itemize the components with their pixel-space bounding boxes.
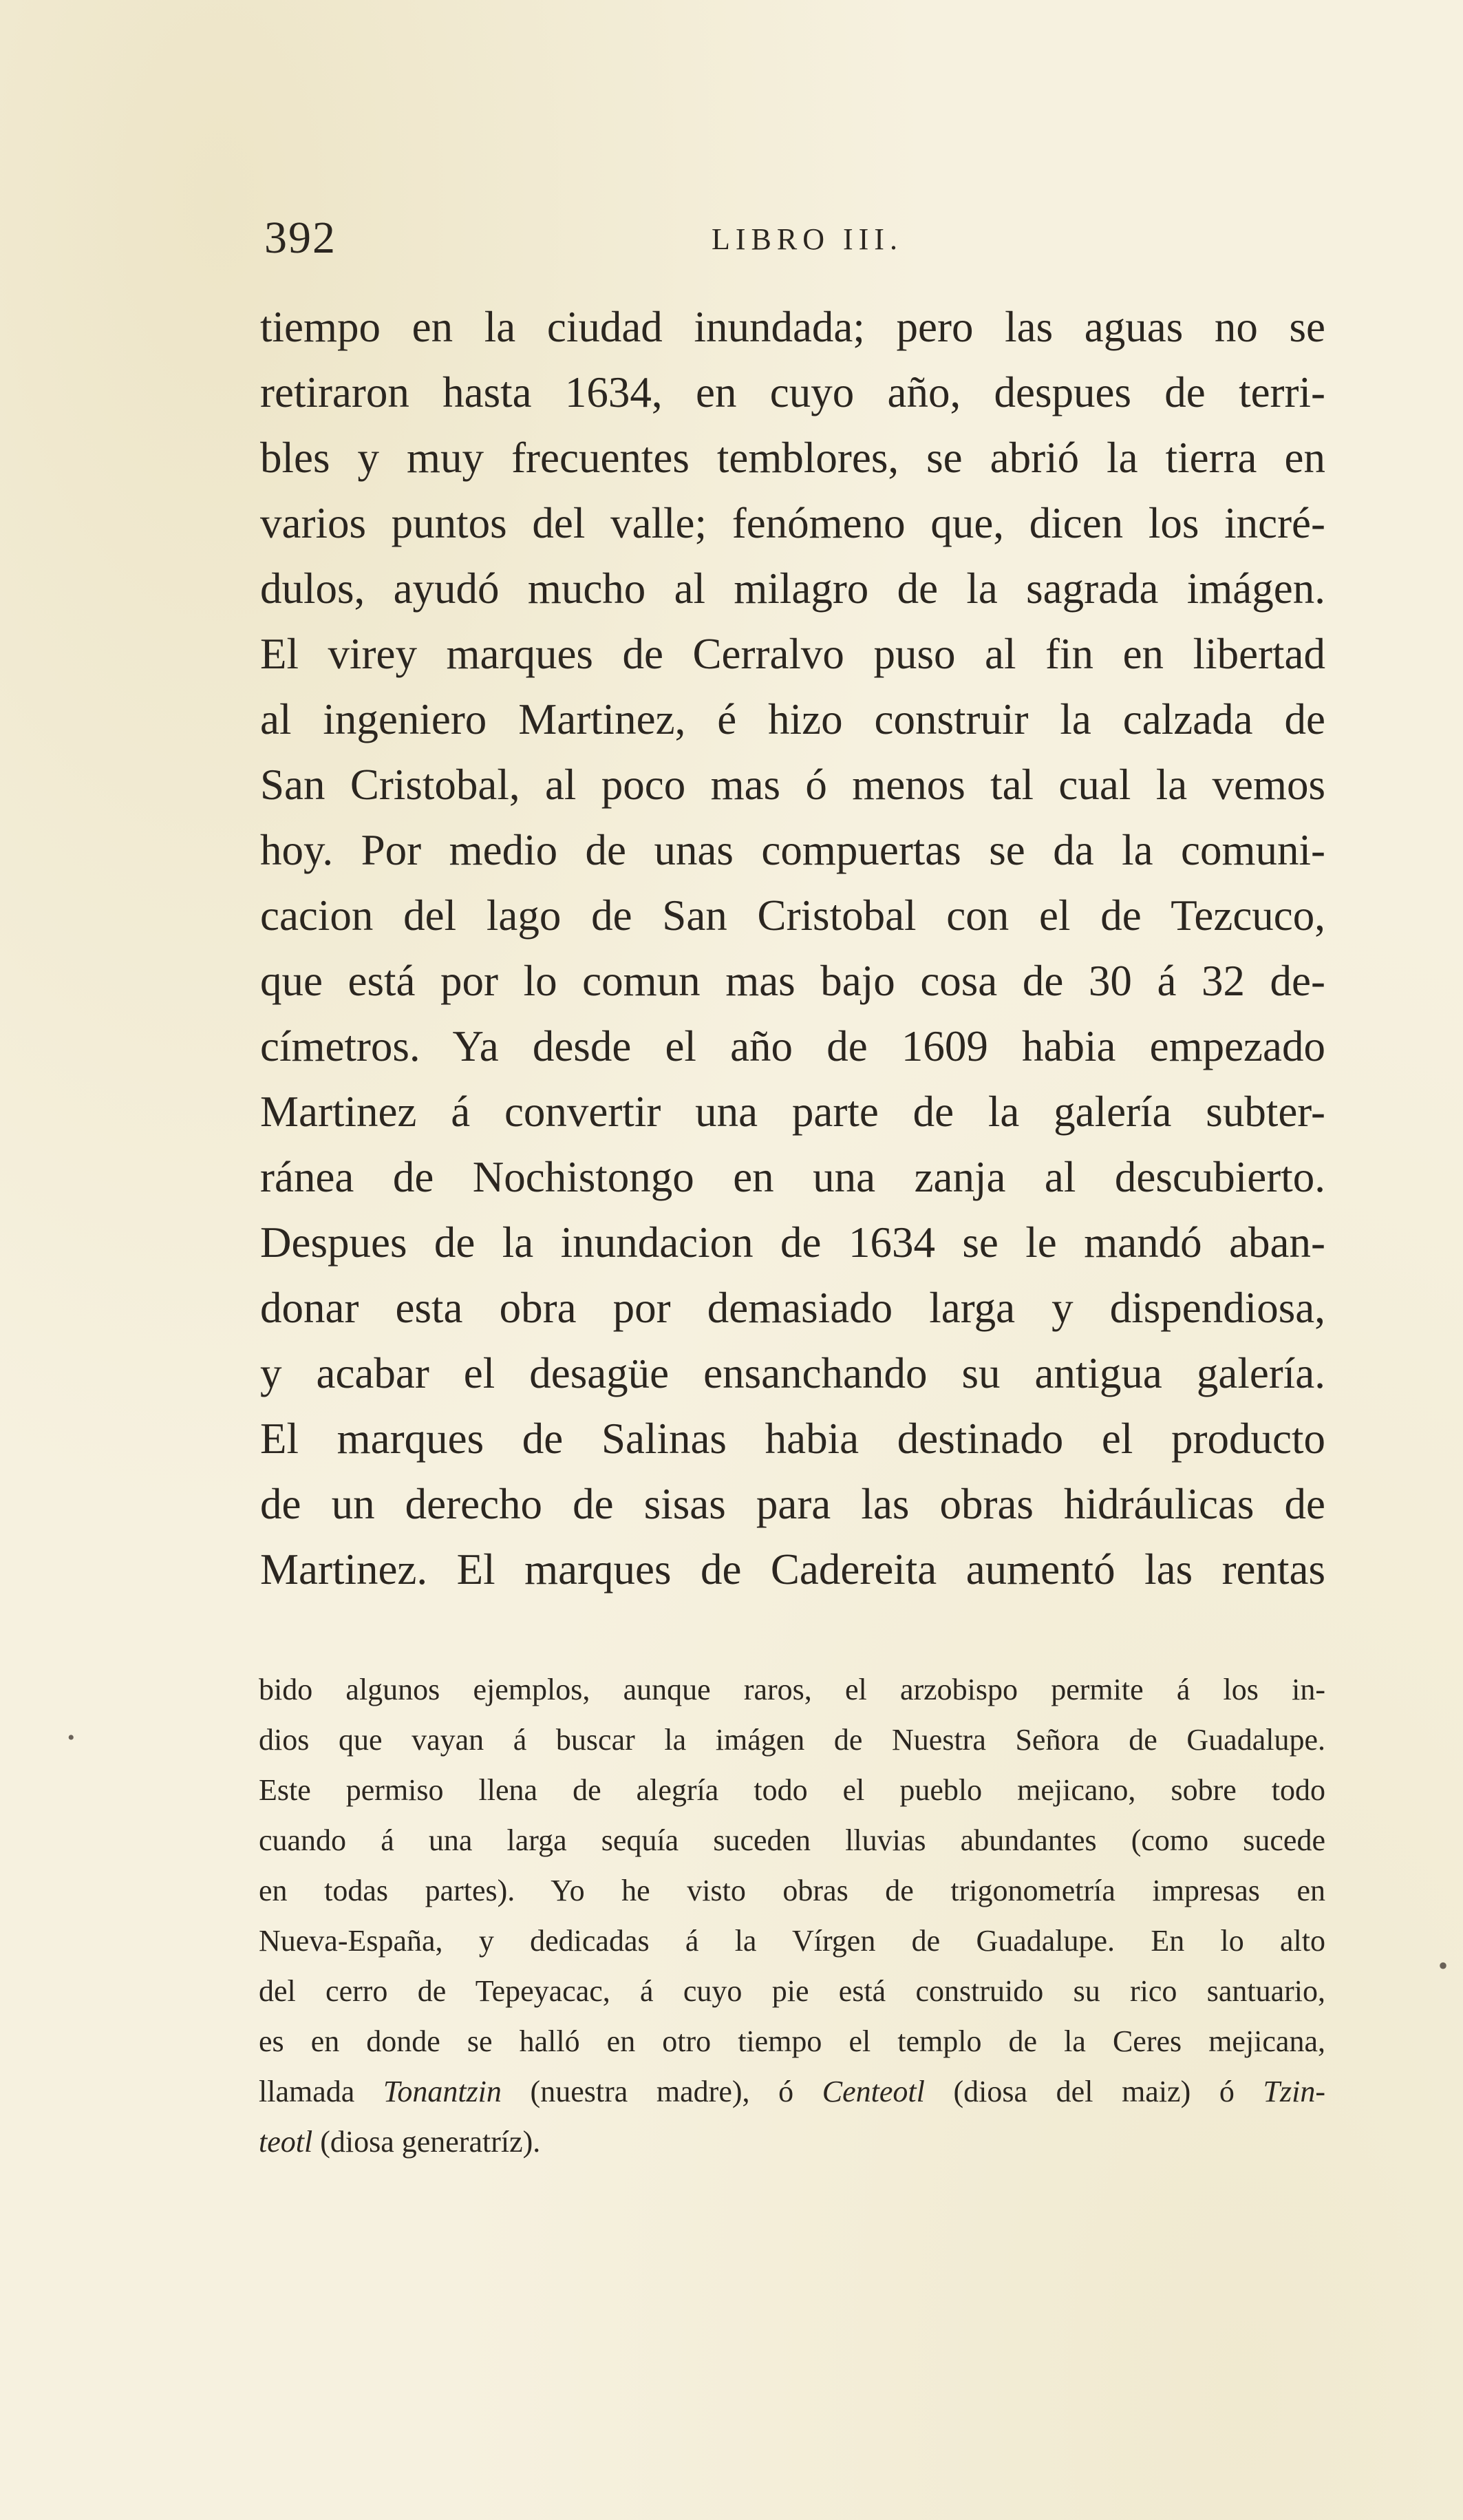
text-line: varios puntos del valle; fenómeno que, dicen los incré- <box>260 499 1325 547</box>
footnote-line: del cerro de Tepeyacac, á cuyo pie está construido su rico santuario, <box>259 1974 1325 2008</box>
footnote-block <box>259 1664 1325 2167</box>
text-line: hoy. Por medio de unas compuertas se da la comuni- <box>260 826 1325 874</box>
footnote-line: cuando á una larga sequía suceden lluvias abundantes (como sucede <box>259 1823 1325 1857</box>
footnote-italic-term: Centeotl <box>822 2075 925 2108</box>
text-line: que está por lo comun mas bajo cosa de 30 á 32 de- <box>260 957 1325 1005</box>
text-line: cacion del lago de San Cristobal con el de Tezcuco, <box>260 891 1325 940</box>
text-line: de un derecho de sisas para las obras hidráulicas de <box>260 1480 1325 1528</box>
footnote-text: (nuestra madre), ó <box>501 2075 822 2108</box>
text-line: y acabar el desagüe ensanchando su antigua galería. <box>260 1349 1325 1397</box>
text-line: tiempo en la ciudad inundada; pero las aguas no se <box>260 303 1325 351</box>
text-line: El virey marques de Cerralvo puso al fin en libertad <box>260 630 1325 678</box>
footnote-line: Este permiso llena de alegría todo el pueblo mejicano, sobre todo <box>259 1773 1325 1807</box>
text-line: Martinez á convertir una parte de la galería subter- <box>260 1088 1325 1136</box>
running-head: LIBRO III. <box>712 222 903 256</box>
footnote-italic-term: Tzin- <box>1263 2075 1325 2108</box>
footnote-line: es en donde se halló en otro tiempo el templo de la Ceres mejicana, <box>259 2024 1325 2058</box>
text-line: dulos, ayudó mucho al milagro de la sagrada imágen. <box>260 564 1325 613</box>
footnote-line <box>259 2066 1325 2117</box>
footnote-text: (diosa del maiz) ó <box>924 2075 1263 2108</box>
text-line: San Cristobal, al poco mas ó menos tal cual la vemos <box>260 761 1325 809</box>
footnote-italic-term: Tonantzin <box>383 2075 502 2108</box>
footnote-line <box>259 2117 1325 2167</box>
ink-speck: • <box>67 1726 75 1749</box>
text-line: ránea de Nochistongo en una zanja al descubierto. <box>260 1153 1325 1201</box>
footnote-italic-term: teotl <box>259 2125 313 2159</box>
page-header <box>264 211 1324 266</box>
main-text-block <box>260 295 1325 1602</box>
page-number: 392 <box>264 213 337 263</box>
text-line: címetros. Ya desde el año de 1609 habia empezado <box>260 1022 1325 1070</box>
ink-speck: • <box>1438 1950 1449 1981</box>
footnote-line: Nueva-España, y dedicadas á la Vírgen de Guadalupe. En lo alto <box>259 1924 1325 1958</box>
footnote-line: dios que vayan á buscar la imágen de Nuestra Señora de Guadalupe. <box>259 1723 1325 1757</box>
footnote-line: bido algunos ejemplos, aunque raros, el arzobispo permite á los in- <box>259 1673 1325 1706</box>
text-line: al ingeniero Martinez, é hizo construir la calzada de <box>260 695 1325 743</box>
footnote-text: llamada <box>259 2075 383 2108</box>
text-line: Martinez. El marques de Cadereita aumentó las rentas <box>260 1545 1325 1593</box>
text-line: Despues de la inundacion de 1634 se le mandó aban- <box>260 1218 1325 1267</box>
text-line: El marques de Salinas habia destinado el producto <box>260 1415 1325 1463</box>
text-line: retiraron hasta 1634, en cuyo año, despues de terri- <box>260 368 1325 416</box>
text-line: donar esta obra por demasiado larga y dispendiosa, <box>260 1284 1325 1332</box>
footnote-line: en todas partes). Yo he visto obras de trigonometría impresas en <box>259 1874 1325 1907</box>
footnote-text: (diosa generatríz). <box>312 2125 541 2159</box>
text-line: bles y muy frecuentes temblores, se abrió la tierra en <box>260 434 1325 482</box>
